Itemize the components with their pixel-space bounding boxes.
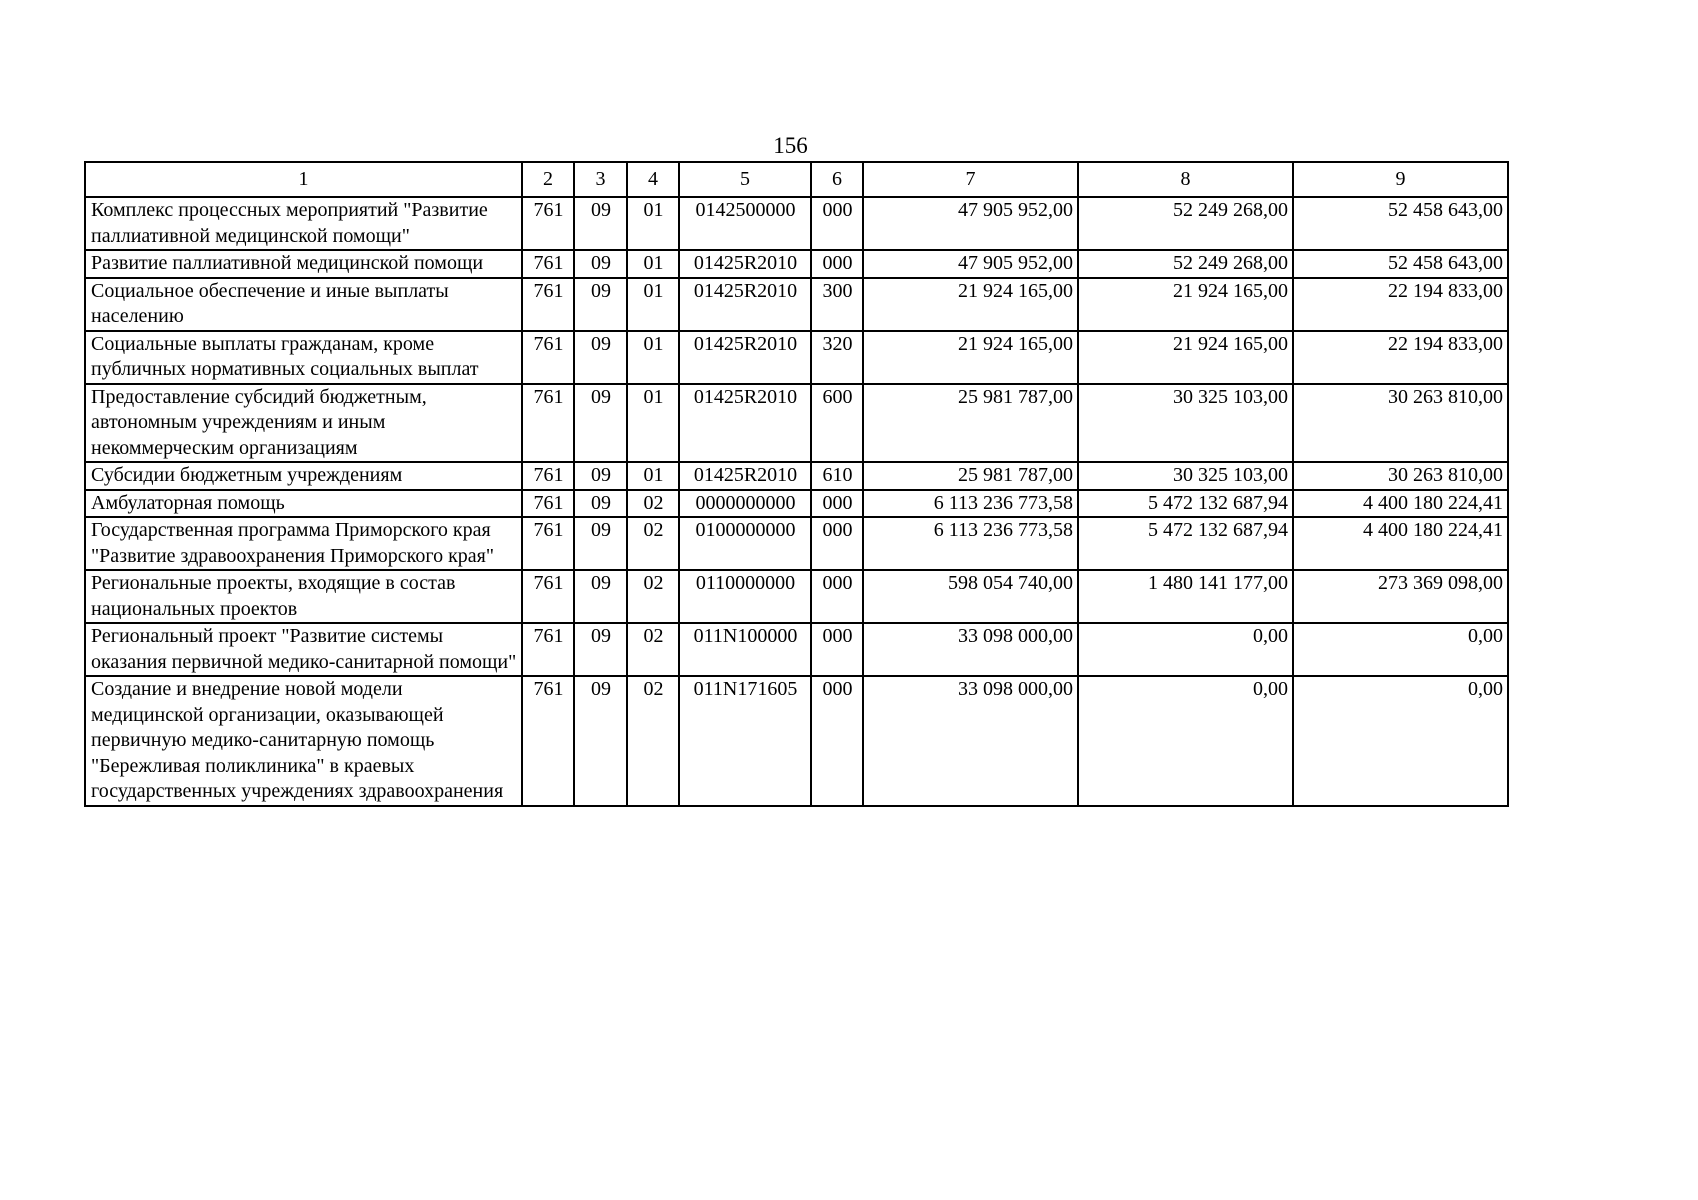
code-cell-5: 011N171605 [679, 676, 811, 806]
table-row [85, 517, 1508, 570]
code-cell-5: 0142500000 [679, 197, 811, 250]
table-row [85, 384, 1508, 463]
amount-cell-9: 52 458 643,00 [1293, 197, 1508, 250]
amount-cell-8: 5 472 132 687,94 [1078, 517, 1293, 570]
code-cell-5: 0100000000 [679, 517, 811, 570]
amount-cell-8: 30 325 103,00 [1078, 462, 1293, 490]
code-cell-4: 01 [627, 462, 679, 490]
row-name-cell: Комплекс процессных мероприятий "Развитие паллиативной медицинской помощи" [85, 197, 522, 250]
amount-cell-7: 598 054 740,00 [863, 570, 1078, 623]
code-cell-2: 761 [522, 676, 574, 806]
code-cell-6: 000 [811, 197, 863, 250]
code-cell-6: 000 [811, 490, 863, 518]
row-name-cell: Региональный проект "Развитие системы оказания первичной медико-санитарной помощи" [85, 623, 522, 676]
code-cell-2: 761 [522, 278, 574, 331]
code-cell-6: 000 [811, 676, 863, 806]
table-row [85, 490, 1508, 518]
amount-cell-7: 25 981 787,00 [863, 462, 1078, 490]
amount-cell-9: 4 400 180 224,41 [1293, 517, 1508, 570]
code-cell-3: 09 [574, 331, 627, 384]
column-header-6: 6 [811, 162, 863, 197]
code-cell-3: 09 [574, 623, 627, 676]
row-name-cell: Амбулаторная помощь [85, 490, 522, 518]
row-name-cell: Создание и внедрение новой модели медицинской организации, оказывающей первичную медико-санитарную помощь "Бережливая поликлиника" в краевых государственных учреждениях здравоохранения [85, 676, 522, 806]
column-header-5: 5 [679, 162, 811, 197]
column-header-3: 3 [574, 162, 627, 197]
amount-cell-8: 0,00 [1078, 676, 1293, 806]
code-cell-2: 761 [522, 331, 574, 384]
code-cell-2: 761 [522, 570, 574, 623]
code-cell-4: 02 [627, 517, 679, 570]
table-row [85, 278, 1508, 331]
code-cell-3: 09 [574, 250, 627, 278]
amount-cell-9: 52 458 643,00 [1293, 250, 1508, 278]
code-cell-6: 000 [811, 623, 863, 676]
amount-cell-7: 6 113 236 773,58 [863, 517, 1078, 570]
table-row [85, 570, 1508, 623]
code-cell-6: 000 [811, 570, 863, 623]
code-cell-2: 761 [522, 517, 574, 570]
code-cell-6: 000 [811, 517, 863, 570]
amount-cell-8: 30 325 103,00 [1078, 384, 1293, 463]
code-cell-6: 300 [811, 278, 863, 331]
code-cell-2: 761 [522, 197, 574, 250]
column-header-7: 7 [863, 162, 1078, 197]
column-header-1: 1 [85, 162, 522, 197]
row-name-cell: Социальные выплаты гражданам, кроме публичных нормативных социальных выплат [85, 331, 522, 384]
table-row [85, 197, 1508, 250]
row-name-cell: Предоставление субсидий бюджетным, автономным учреждениям и иным некоммерческим организациям [85, 384, 522, 463]
code-cell-4: 01 [627, 197, 679, 250]
amount-cell-7: 21 924 165,00 [863, 331, 1078, 384]
code-cell-4: 02 [627, 676, 679, 806]
code-cell-4: 01 [627, 278, 679, 331]
amount-cell-9: 4 400 180 224,41 [1293, 490, 1508, 518]
code-cell-3: 09 [574, 462, 627, 490]
row-name-cell: Социальное обеспечение и иные выплаты населению [85, 278, 522, 331]
amount-cell-9: 0,00 [1293, 676, 1508, 806]
code-cell-6: 610 [811, 462, 863, 490]
amount-cell-8: 52 249 268,00 [1078, 197, 1293, 250]
code-cell-5: 01425R2010 [679, 250, 811, 278]
amount-cell-7: 6 113 236 773,58 [863, 490, 1078, 518]
column-header-9: 9 [1293, 162, 1508, 197]
code-cell-3: 09 [574, 570, 627, 623]
code-cell-5: 01425R2010 [679, 331, 811, 384]
code-cell-6: 000 [811, 250, 863, 278]
amount-cell-8: 5 472 132 687,94 [1078, 490, 1293, 518]
table-row [85, 462, 1508, 490]
row-name-cell: Региональные проекты, входящие в состав национальных проектов [85, 570, 522, 623]
code-cell-2: 761 [522, 462, 574, 490]
amount-cell-7: 47 905 952,00 [863, 250, 1078, 278]
code-cell-5: 011N100000 [679, 623, 811, 676]
code-cell-2: 761 [522, 490, 574, 518]
column-header-8: 8 [1078, 162, 1293, 197]
code-cell-5: 01425R2010 [679, 384, 811, 463]
code-cell-5: 01425R2010 [679, 278, 811, 331]
code-cell-4: 01 [627, 384, 679, 463]
amount-cell-8: 0,00 [1078, 623, 1293, 676]
code-cell-2: 761 [522, 623, 574, 676]
code-cell-2: 761 [522, 250, 574, 278]
column-header-2: 2 [522, 162, 574, 197]
row-name-cell: Развитие паллиативной медицинской помощи [85, 250, 522, 278]
amount-cell-8: 21 924 165,00 [1078, 331, 1293, 384]
amount-cell-8: 21 924 165,00 [1078, 278, 1293, 331]
code-cell-6: 320 [811, 331, 863, 384]
amount-cell-9: 30 263 810,00 [1293, 384, 1508, 463]
table-row [85, 250, 1508, 278]
budget-table [84, 161, 1509, 807]
code-cell-3: 09 [574, 517, 627, 570]
code-cell-4: 01 [627, 250, 679, 278]
amount-cell-9: 30 263 810,00 [1293, 462, 1508, 490]
amount-cell-7: 47 905 952,00 [863, 197, 1078, 250]
amount-cell-7: 33 098 000,00 [863, 676, 1078, 806]
amount-cell-7: 21 924 165,00 [863, 278, 1078, 331]
column-header-4: 4 [627, 162, 679, 197]
row-name-cell: Субсидии бюджетным учреждениям [85, 462, 522, 490]
code-cell-3: 09 [574, 676, 627, 806]
code-cell-3: 09 [574, 197, 627, 250]
code-cell-4: 01 [627, 331, 679, 384]
code-cell-3: 09 [574, 490, 627, 518]
amount-cell-8: 52 249 268,00 [1078, 250, 1293, 278]
code-cell-5: 0000000000 [679, 490, 811, 518]
amount-cell-7: 25 981 787,00 [863, 384, 1078, 463]
code-cell-5: 01425R2010 [679, 462, 811, 490]
code-cell-4: 02 [627, 490, 679, 518]
amount-cell-9: 22 194 833,00 [1293, 278, 1508, 331]
row-name-cell: Государственная программа Приморского края "Развитие здравоохранения Приморского края" [85, 517, 522, 570]
amount-cell-9: 0,00 [1293, 623, 1508, 676]
table-row [85, 676, 1508, 806]
code-cell-2: 761 [522, 384, 574, 463]
table-header-row [85, 162, 1508, 197]
amount-cell-9: 273 369 098,00 [1293, 570, 1508, 623]
code-cell-4: 02 [627, 570, 679, 623]
code-cell-5: 0110000000 [679, 570, 811, 623]
amount-cell-7: 33 098 000,00 [863, 623, 1078, 676]
page-number: 156 [773, 133, 808, 158]
code-cell-3: 09 [574, 278, 627, 331]
table-row [85, 623, 1508, 676]
amount-cell-8: 1 480 141 177,00 [1078, 570, 1293, 623]
code-cell-6: 600 [811, 384, 863, 463]
amount-cell-9: 22 194 833,00 [1293, 331, 1508, 384]
code-cell-3: 09 [574, 384, 627, 463]
code-cell-4: 02 [627, 623, 679, 676]
table-row [85, 331, 1508, 384]
